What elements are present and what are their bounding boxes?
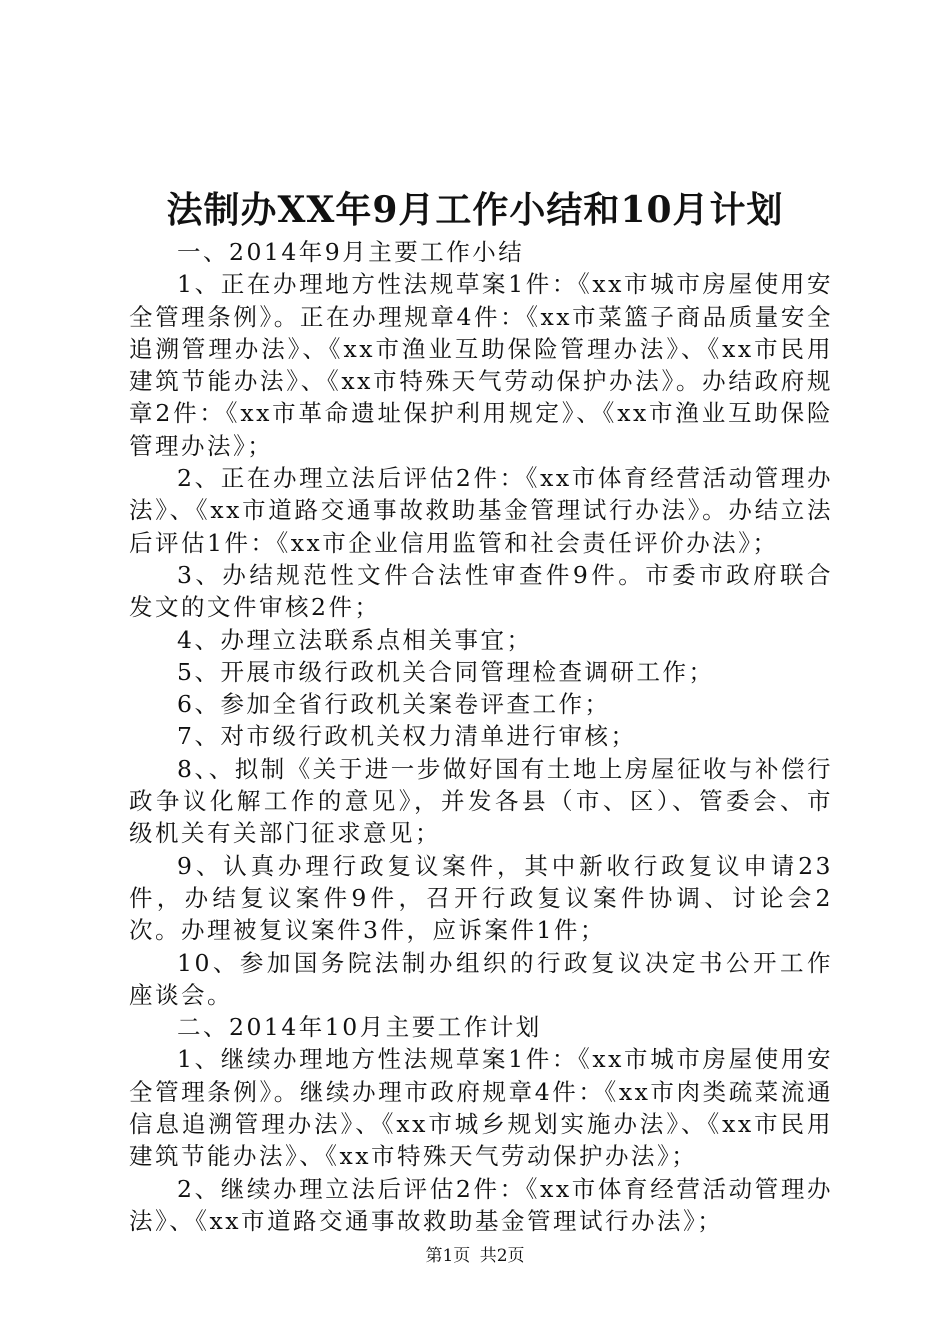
document-body [129,236,833,1237]
paragraph: 4、办理立法联系点相关事宜； [177,625,533,654]
paragraph: 1、正在办理地方性法规草案1件：《xx市城市房屋使用安全管理条例》。正在办理规章4件：《xx市菜篮子商品质量安全追溯管理办法》、《xx市渔业互助保险管理办法》、《xx市民用建筑节能办法》、《xx市特殊天气劳动保护办法》。办结政府规章2件：《xx市革命遗址保护利用规定》、《xx市渔业互助保险管理办法》； [129,270,833,460]
paragraph: 7、对市级行政机关权力清单进行审核； [177,722,637,751]
section-heading-2: 二、2014年10月主要工作计划 [177,1013,542,1042]
page-footer [0,1244,950,1268]
section-heading-1: 一、2014年9月主要工作小结 [177,238,525,266]
paragraph: 5、开展市级行政机关合同管理检查调研工作； [177,657,715,686]
document-title: 法制办XX年9月工作小结和10月计划 [166,189,784,231]
paragraph: 8、、拟制《关于进一步做好国有土地上房屋征收与补偿行政争议化解工作的意见》，并发各县（市、区）、管委会、市级机关有关部门征求意见； [129,754,833,848]
paragraph: 2、正在办理立法后评估2件：《xx市体育经营活动管理办法》、《xx市道路交通事故救助基金管理试行办法》。办结立法后评估1件：《xx市企业信用监管和社会责任评价办法》； [129,464,833,557]
paragraph: 6、参加全省行政机关案卷评查工作； [177,690,611,719]
paragraph: 10、参加国务院法制办组织的行政复议决定书公开工作座谈会。 [129,948,833,1009]
paragraph: 3、办结规范性文件合法性审查件9件。市委市政府联合发文的文件审核2件； [129,560,833,622]
page-number: 第1页 [425,1246,471,1266]
paragraph: 1、继续办理地方性法规草案1件：《xx市城市房屋使用安全管理条例》。继续办理市政府规章4件：《xx市肉类疏菜流通信息追溯管理办法》、《xx市城乡规划实施办法》、《xx市民用建筑节能办法》、《xx市特殊天气劳动保护办法》； [129,1045,833,1171]
paragraph: 2、继续办理立法后评估2件：《xx市体育经营活动管理办法》、《xx市道路交通事故救助基金管理试行办法》； [129,1174,833,1235]
paragraph: 9、认真办理行政复议案件，其中新收行政复议申请23件，办结复议案件9件，召开行政复议案件协调、讨论会2次。办理被复议案件3件，应诉案件1件； [129,851,833,945]
page-total: 共2页 [479,1246,525,1266]
